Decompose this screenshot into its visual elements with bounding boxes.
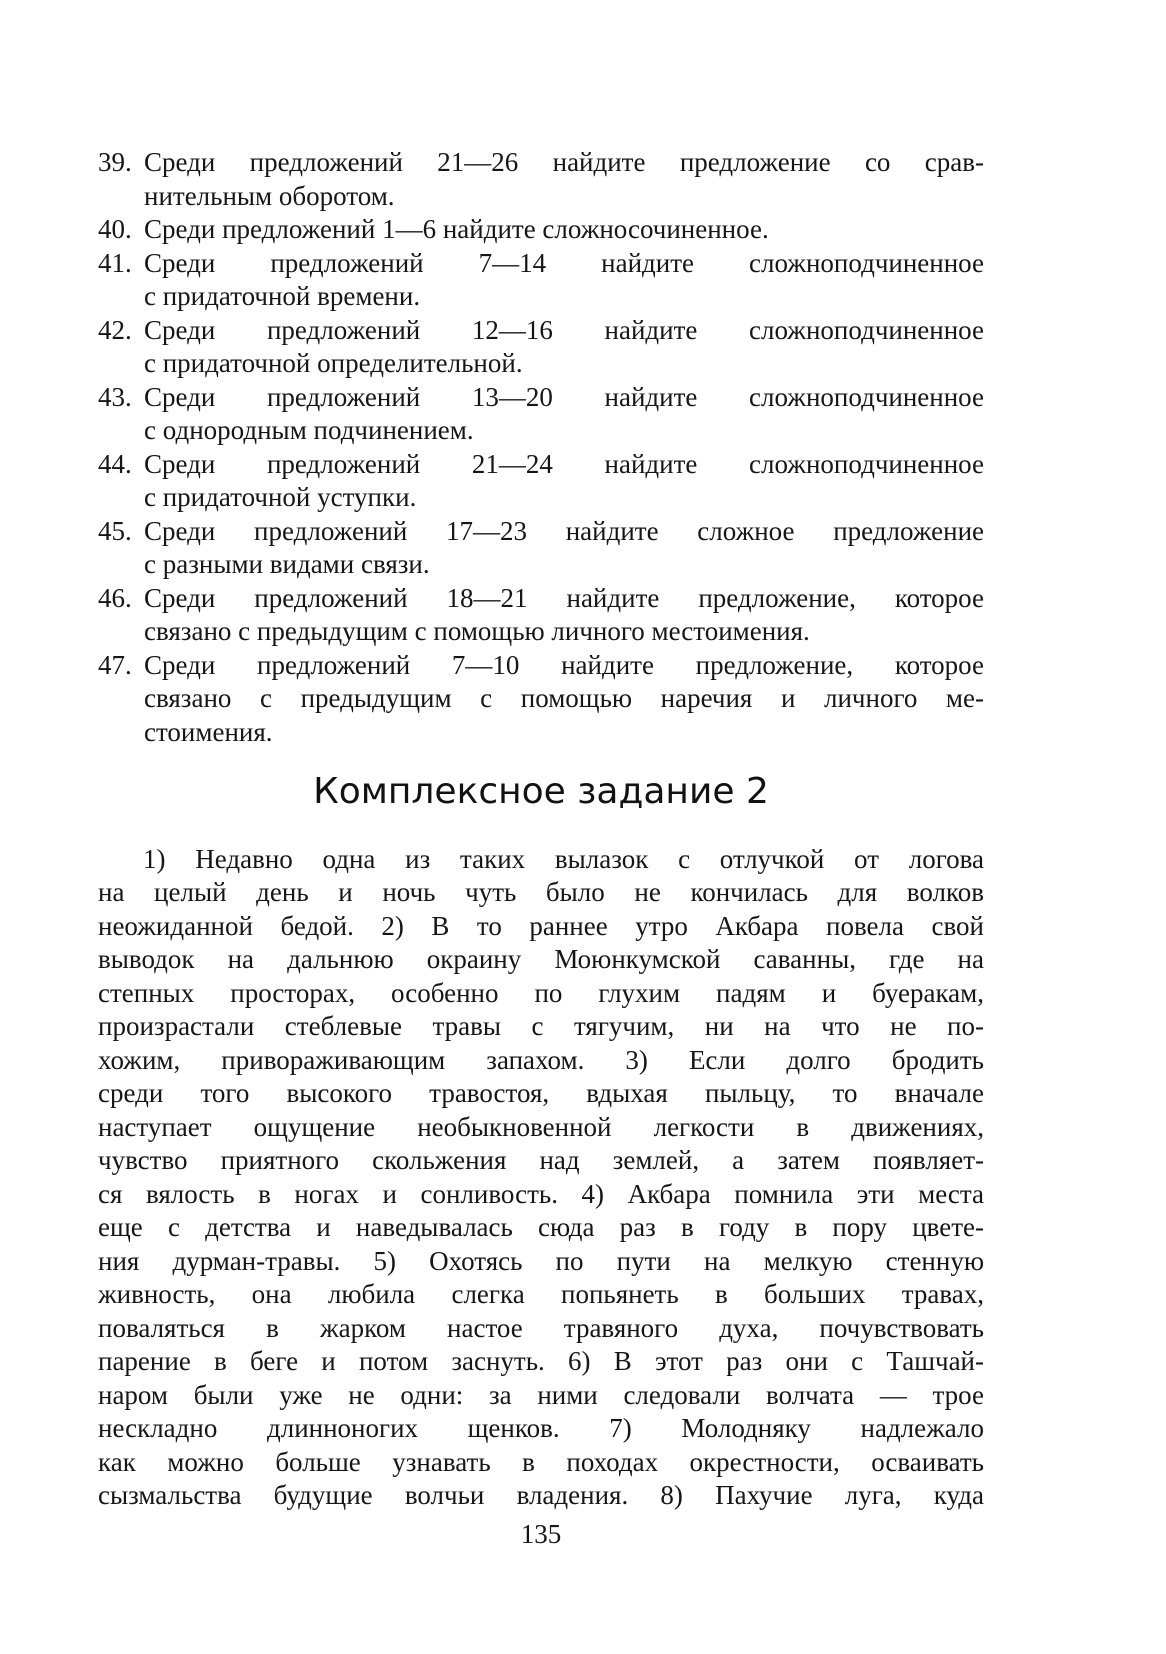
exercise-item-number: 44. (98, 448, 132, 479)
exercise-item-text (144, 515, 984, 582)
exercise-item-line: с разными видами связи. (144, 549, 430, 579)
exercise-item-line: Среди предложений 21—24 найдите сложноподчиненное (144, 448, 984, 479)
exercise-item-line: с придаточной определительной. (144, 348, 523, 378)
passage-line: выводок на дальнюю окраину Моюнкумской саванны, где на (98, 944, 984, 975)
page-number: 135 (520, 1518, 562, 1549)
exercise-item-line: Среди предложений 21—26 найдите предложение со срав- (144, 147, 984, 177)
exercise-item-line: с однородным подчинением. (144, 415, 474, 445)
passage-line: ния дурман-травы. 5) Охотясь по пути на мелкую стенную (98, 1245, 984, 1276)
exercise-item-line: Среди предложений 7—14 найдите сложноподчиненное (144, 247, 984, 278)
exercise-item-line: Среди предложений 17—23 найдите сложное предложение (144, 515, 984, 546)
exercise-item-text (144, 314, 984, 381)
exercise-item-text (144, 247, 984, 314)
exercise-list (98, 146, 984, 749)
exercise-item-line: Среди предложений 13—20 найдите сложноподчиненное (144, 381, 984, 412)
exercise-item-line: нительным оборотом. (144, 180, 395, 211)
passage-line: сызмальства будущие волчьи владения. 8) Пахучие луга, куда (98, 1480, 984, 1511)
exercise-item-line: Среди предложений 7—10 найдите предложение, которое (144, 649, 984, 680)
exercise-item-line: Среди предложений 18—21 найдите предложение, которое (144, 582, 984, 613)
exercise-item-line: с придаточной времени. (144, 281, 421, 311)
exercise-item (98, 314, 984, 381)
exercise-item-number: 40. (98, 214, 132, 244)
passage-line: неожиданной бедой. 2) В то раннее утро Акбара повела свой (98, 910, 984, 941)
text-passage (98, 843, 984, 1513)
exercise-item-text (144, 649, 984, 750)
exercise-item-line: Среди предложений 1—6 найдите сложносочиненное. (144, 214, 769, 244)
exercise-item (98, 213, 984, 247)
exercise-item (98, 146, 984, 213)
exercise-item-text (144, 381, 984, 448)
exercise-item-text (144, 146, 984, 213)
exercise-item (98, 582, 984, 649)
exercise-item (98, 448, 984, 515)
passage-line: как можно больше узнавать в походах окрестности, осваивать (98, 1446, 984, 1477)
passage-line: наром были уже не одни: за ними следовали волчата — трое (98, 1379, 984, 1410)
passage-line: ся вялость в ногах и сонливость. 4) Акбара помнила эти места (98, 1178, 984, 1209)
exercise-item-line: с придаточной уступки. (144, 482, 417, 512)
exercise-item-number: 47. (98, 649, 132, 680)
exercise-item (98, 381, 984, 448)
passage-line: еще с детства и наведывалась сюда раз в году в пору цвете- (98, 1212, 984, 1243)
exercise-item (98, 649, 984, 750)
exercise-item-number: 46. (98, 582, 132, 613)
passage-line: поваляться в жарком настое травяного духа, почувствовать (98, 1312, 984, 1343)
passage-line: 1) Недавно одна из таких вылазок с отлучкой от логова (143, 843, 984, 874)
passage-line: степных просторах, особенно по глухим падям и буеракам, (98, 977, 984, 1008)
passage-line: среди того высокого травостоя, вдыхая пыльцу, то вначале (98, 1078, 984, 1109)
exercise-item-text (144, 582, 984, 649)
page-content (98, 146, 984, 1551)
exercise-item-number: 45. (98, 515, 132, 546)
exercise-item-text (144, 448, 984, 515)
exercise-item (98, 247, 984, 314)
passage-line: произрастали стеблевые травы с тягучим, ни на что не по- (98, 1011, 984, 1042)
exercise-item-number: 41. (98, 247, 132, 278)
exercise-item-number: 43. (98, 381, 132, 412)
exercise-item-line: связано с предыдущим с помощью личного местоимения. (144, 616, 810, 646)
passage-line: на целый день и ночь чуть было не кончилась для волков (98, 877, 984, 908)
passage-line: живность, она любила слегка попьянеть в больших травах, (98, 1279, 984, 1310)
exercise-item-number: 39. (98, 147, 132, 177)
exercise-item (98, 515, 984, 582)
passage-line: чувство приятного скольжения над землей, а затем появляет- (98, 1145, 984, 1176)
passage-line: наступает ощущение необыкновенной легкости в движениях, (98, 1111, 984, 1142)
exercise-item-line: связано с предыдущим с помощью наречия и личного ме- (144, 683, 984, 713)
exercise-item-number: 42. (98, 314, 132, 345)
exercise-item-text (144, 213, 984, 247)
exercise-item-line: стоимения. (144, 716, 273, 747)
passage-line: нескладно длинноногих щенков. 7) Молодняку надлежало (98, 1413, 984, 1444)
exercise-item-line: Среди предложений 12—16 найдите сложноподчиненное (144, 314, 984, 345)
passage-line: парение в беге и потом заснуть. 6) В этот раз они с Ташчай- (98, 1346, 984, 1377)
section-heading: Комплексное задание 2 (313, 771, 769, 812)
passage-line: хожим, привораживающим запахом. 3) Если долго бродить (98, 1044, 984, 1075)
